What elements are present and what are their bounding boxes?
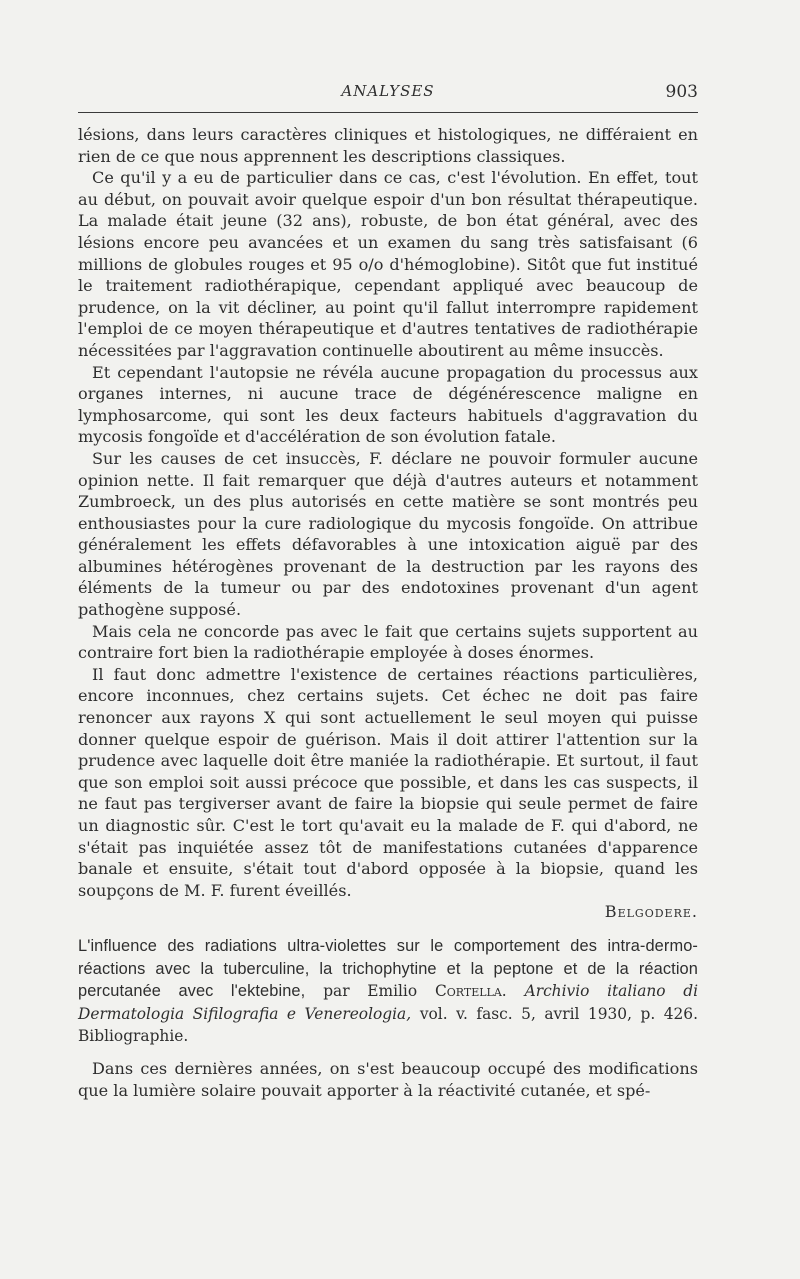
article-heading (78, 935, 698, 1048)
reviewer-signature: Belgodere. (604, 902, 698, 922)
body-text (78, 124, 698, 1101)
article-title: L'influence des radiations ultra-violettes sur le comportement des intra-dermo-réactions avec la tuberculine, la trichophytine et la peptone et de la réaction percutanée avec l'ektebine, (78, 936, 698, 1001)
paragraph: Dans ces dernières années, on s'est beaucoup occupé des modifications que la lumière solaire pouvait apporter à la réactivité cutanée, et spé- (78, 1058, 698, 1100)
running-head (78, 82, 698, 108)
paragraph: Mais cela ne concorde pas avec le fait que certains sujets supportent au contraire fort bien la radiothérapie employée à doses énormes. (78, 621, 698, 663)
page-number: 903 (665, 82, 698, 102)
paragraph: lésions, dans leurs caractères cliniques et histologiques, ne différaient en rien de ce que nous apprennent les descriptions classiques. (78, 125, 698, 166)
article-journal: Archivio italiano di Dermatologia Sifilografia e Venereologia, (78, 982, 698, 1023)
paragraph: Sur les causes de cet insuccès, F. déclare ne pouvoir formuler aucune opinion nette. Il fait remarquer que déjà d'autres auteurs et notamment Zumbroeck, un des plus autorisés en cette matière se sont montrés peu enthousiastes pour la cure radiologique du mycosis fongoïde. On attribue généralement les effets défavorables à une intoxication aiguë par des albumines hétérogènes provenant de la destruction par les rayons des éléments de la tumeur ou par des endotoxines provenant d'un agent pathogène supposé. (78, 448, 698, 620)
paragraph: Et cependant l'autopsie ne révéla aucune propagation du processus aux organes internes, ni aucune trace de dégénérescence maligne en lymphosarcome, qui sont les deux facteurs habituels d'aggravation du mycosis fongoïde et d'accélération de son évolution fatale. (78, 362, 698, 447)
article-byline: par Emilio (323, 982, 418, 1001)
running-title: ANALYSES (341, 82, 435, 100)
article-citation: vol. v. fasc. 5, avril 1930, p. 426. Bibliographie. (78, 1004, 698, 1046)
paragraph: Il faut donc admettre l'existence de certaines réactions particulières, encore inconnues, chez certains sujets. Cet échec ne doit pas faire renoncer aux rayons X qui sont actuellement le seul moyen qui puisse donner quelque espoir de guérison. Mais il doit attirer l'attention sur la prudence avec laquelle doit être maniée la radiothérapie. Et surtout, il faut que son emploi soit aussi précoce que possible, et dans les cas suspects, il ne faut pas tergiverser avant de faire la biopsie qui seule permet de faire un diagnostic sûr. C'est le tort qu'avait eu la malade de F. qui d'abord, ne s'était pas inquiétée assez tôt de manifestations cutanées d'apparence banale et ensuite, s'était tout d'abord opposée à la biopsie, quand les soupçons de M. F. furent éveillés. (78, 664, 698, 900)
article-author: Cortella. (435, 982, 507, 1001)
paragraph: Ce qu'il y a eu de particulier dans ce cas, c'est l'évolution. En effet, tout au début, on pouvait avoir quelque espoir d'un bon résultat thérapeutique. La malade était jeune (32 ans), robuste, de bon état général, avec des lésions encore peu avancées et un examen du sang très satisfaisant (6 millions de globules rouges et 95 o/o d'hémoglobine). Sitôt que fut institué le traitement radiothérapique, cependant appliqué avec beaucoup de prudence, on la vit décliner, au point qu'il fallut interrompre rapidement l'emploi de ce moyen thérapeutique et d'autres tentatives de radiothérapie nécessitées par l'aggravation continuelle aboutirent au même insuccès. (78, 168, 698, 360)
header-rule (78, 112, 698, 113)
